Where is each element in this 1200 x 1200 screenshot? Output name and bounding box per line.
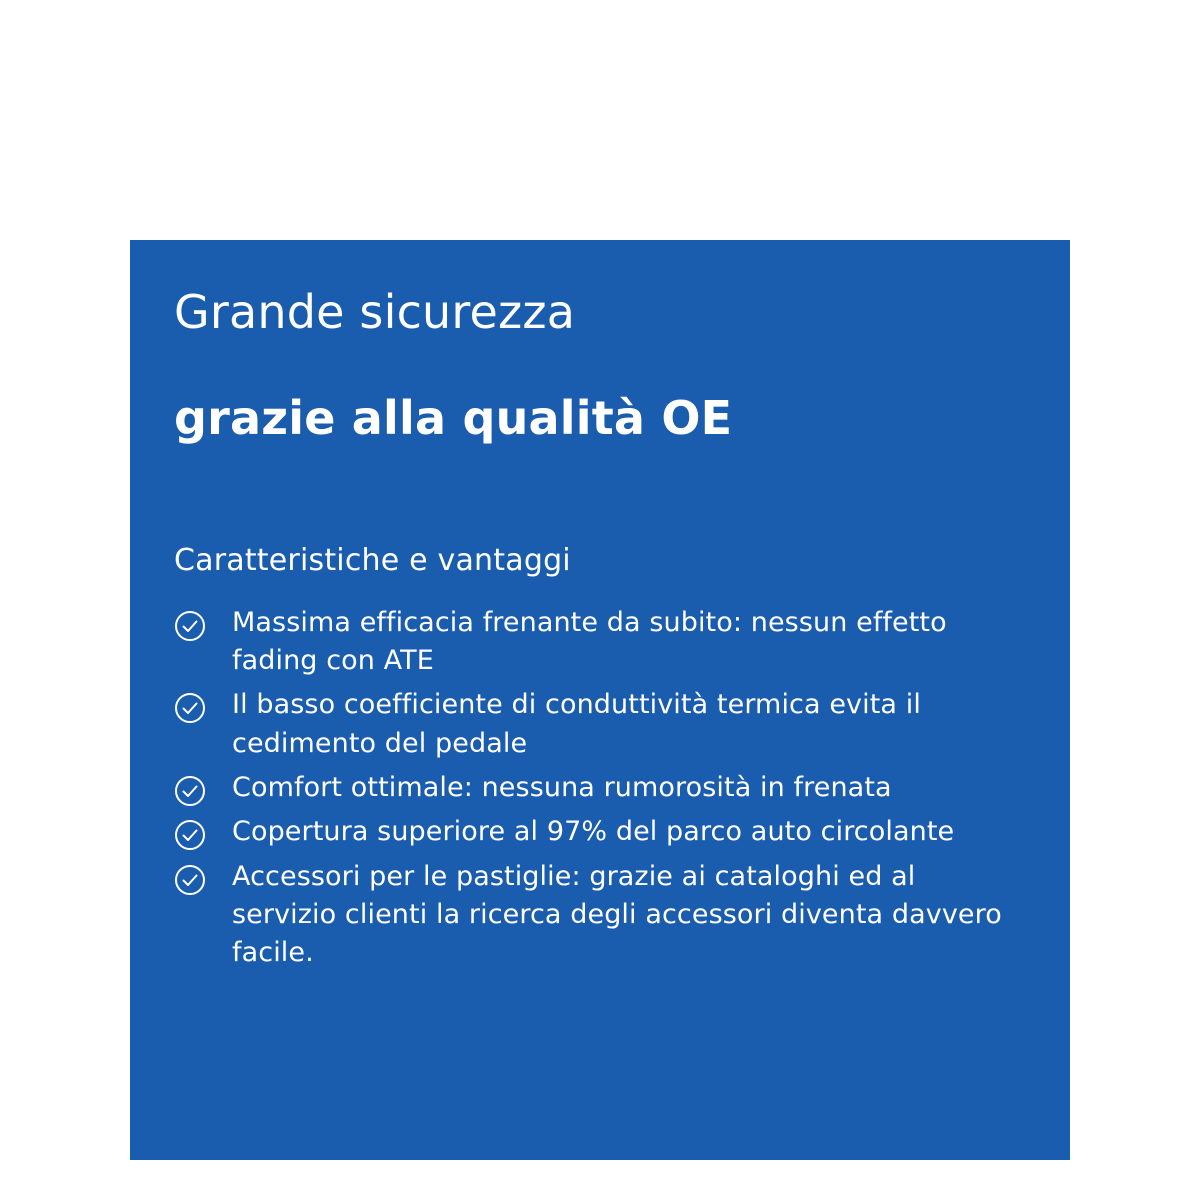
feature-text: Copertura superiore al 97% del parco auto circolante	[232, 816, 955, 848]
features-list	[174, 604, 1010, 973]
check-circle-icon	[174, 775, 206, 807]
check-circle-icon	[174, 692, 206, 724]
list-item	[174, 858, 1010, 973]
feature-panel	[130, 240, 1070, 1160]
panel-subheading: Caratteristiche e vantaggi	[174, 542, 571, 578]
list-item	[174, 813, 1010, 851]
check-circle-icon	[174, 864, 206, 896]
feature-text: Massima efficacia frenante da subito: nessun effetto fading con ATE	[232, 606, 947, 676]
feature-text: Accessori per le pastiglie: grazie ai cataloghi ed al servizio clienti la ricerca degli accessori diventa davvero facile.	[232, 860, 1002, 969]
check-circle-icon	[174, 819, 206, 851]
feature-text: Il basso coefficiente di conduttività termica evita il cedimento del pedale	[232, 689, 921, 759]
check-circle-icon	[174, 610, 206, 642]
list-item	[174, 604, 1010, 681]
list-item	[174, 686, 1010, 763]
feature-text: Comfort ottimale: nessuna rumorosità in frenata	[232, 771, 892, 803]
panel-heading-line2: grazie alla qualità OE	[174, 391, 733, 446]
panel-heading-line1: Grande sicurezza	[174, 285, 576, 339]
list-item	[174, 769, 1010, 807]
